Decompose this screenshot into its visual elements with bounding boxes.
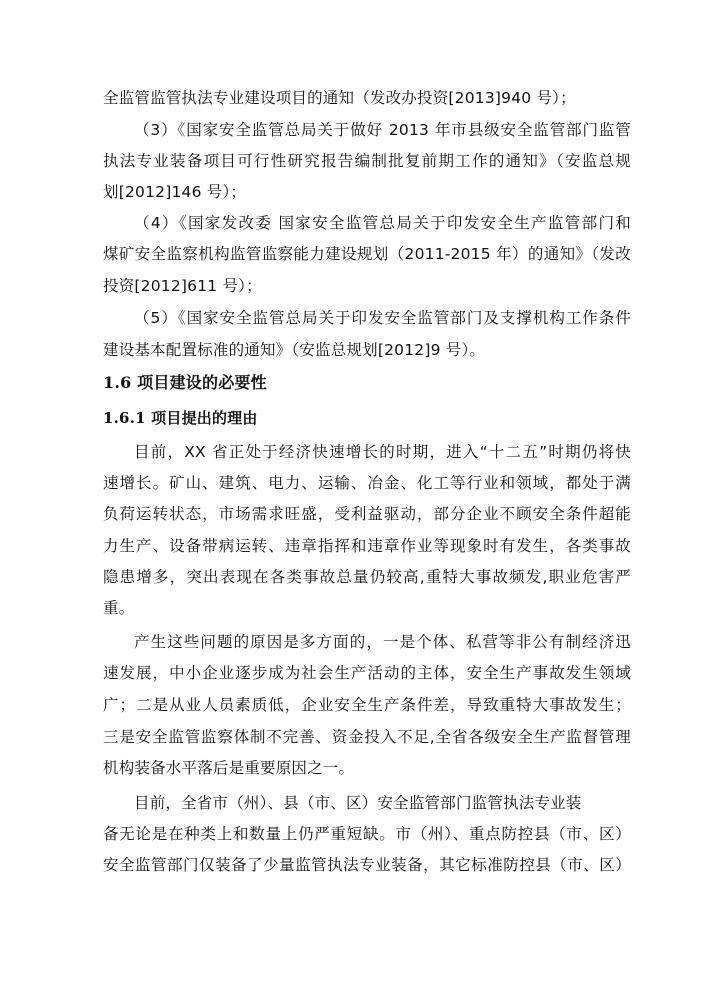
text-line: （4）《国家发改委 国家安全监管总局关于印发安全生产监管部门和: [134, 214, 631, 232]
text-line: 全监管监管执法专业建设项目的通知（发改办投资[2013]940 号）；: [103, 89, 576, 107]
text-line: 建设基本配置标准的通知》（安监总规划[2012]9 号）。: [103, 341, 486, 359]
subsection-heading: 1.6.1 项目提出的理由: [103, 409, 258, 427]
text-line: 力生产、设备带病运转、违章指挥和违章作业等现象时有发生，各类事故: [103, 537, 631, 555]
text-line: （5）《国家安全监管总局关于印发安全监管部门及支撑机构工作条件: [134, 309, 631, 327]
text-line: 机构装备水平落后是重要原因之一。: [103, 759, 355, 777]
text-line: 安全监管部门仅装备了少量监管执法专业装备，其它标准防控县（市、区）: [103, 856, 631, 874]
text-line: 备无论是在种类上和数量上仍严重短缺。市（州）、重点防控县（市、区）: [103, 825, 631, 843]
text-line: 隐患增多，突出表现在各类事故总量仍较高,重特大事故频发,职业危害严: [103, 568, 631, 586]
text-line: 速发展，中小企业逐步成为社会生产活动的主体，安全生产事故发生领域: [103, 664, 631, 682]
text-line: 划[2012]146 号）；: [103, 183, 247, 201]
text-line: 负荷运转状态，市场需求旺盛，受利益驱动，部分企业不顾安全条件超能: [103, 505, 631, 523]
text-line: 产生这些问题的原因是多方面的，一是个体、私营等非公有制经济迅: [134, 633, 631, 651]
text-line: 速增长。矿山、建筑、电力、运输、冶金、化工等行业和领域，都处于满: [103, 474, 631, 492]
text-line: 目前，XX 省正处于经济快速增长的时期，进入“十二五”时期仍将快: [134, 443, 631, 461]
text-line: （3）《国家安全监管总局关于做好 2013 年市县级安全监管部门监管: [134, 121, 631, 139]
text-line: 执法专业装备项目可行性研究报告编制批复前期工作的通知》（安监总规: [103, 152, 631, 170]
text-line: 广；二是从业人员素质低，企业安全生产条件差，导致重特大事故发生；: [103, 696, 631, 714]
text-line: 煤矿安全监察机构监管监察能力建设规划（2011-2015 年）的通知》（发改: [103, 245, 631, 263]
text-line: 重。: [103, 599, 135, 617]
text-line: 目前，全省市（州）、县（市、区）安全监管部门监管执法专业装: [134, 794, 582, 812]
text-line: 投资[2012]611 号）；: [103, 277, 262, 295]
text-line: 三是安全监管监察体制不完善、资金投入不足,全省各级安全生产监督管理: [103, 728, 631, 746]
section-heading: 1.6 项目建设的必要性: [103, 373, 267, 392]
